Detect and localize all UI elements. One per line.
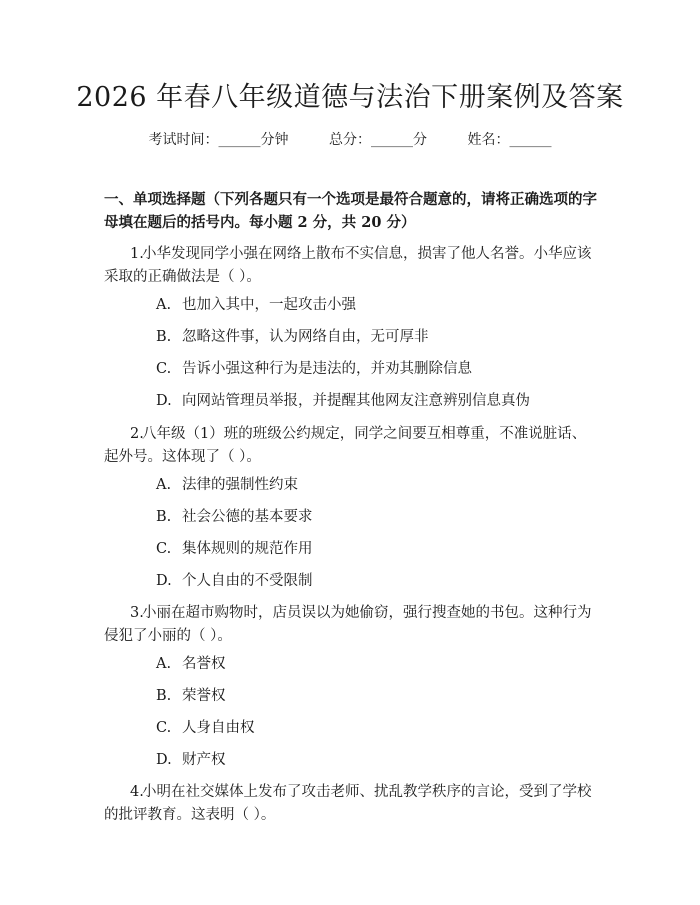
option-letter: C. <box>156 720 172 736</box>
option-3a <box>156 654 596 674</box>
exam-meta <box>0 130 700 150</box>
option-text: 也加入其中，一起攻击小强 <box>182 297 356 313</box>
student-name-field: 姓名：______ <box>467 132 552 148</box>
option-text: 集体规则的规范作用 <box>182 541 313 557</box>
question-4 <box>104 781 598 827</box>
option-text: 人身自由权 <box>182 720 255 736</box>
question-number: 2. <box>130 426 144 442</box>
option-letter: B. <box>156 329 172 345</box>
option-letter: B. <box>156 509 172 525</box>
option-text: 荣誉权 <box>182 688 226 704</box>
option-1d <box>156 391 596 411</box>
question-text: 小明在社交媒体上发布了攻击老师、扰乱教学秩序的言论，受到了学校的批评教育。这表明（ ）。 <box>104 784 592 823</box>
option-letter: D. <box>156 573 172 589</box>
section-heading: 一、单项选择题（下列各题只有一个选项是最符合题意的，请将正确选项的字母填在题后的括号内。每小题 2 分，共 20 分） <box>104 191 597 231</box>
option-text: 忽略这件事，认为网络自由，无可厚非 <box>182 329 429 345</box>
option-3c <box>156 718 596 738</box>
option-1a <box>156 295 596 315</box>
question-3 <box>104 602 598 648</box>
option-text: 社会公德的基本要求 <box>182 509 313 525</box>
question-text: 小华发现同学小强在网络上散布不实信息，损害了他人名誉。小华应该采取的正确做法是（ ）。 <box>104 246 592 285</box>
option-letter: D. <box>156 393 172 409</box>
total-score-field: 总分：______分 <box>329 132 427 148</box>
question-number: 4. <box>130 784 144 800</box>
option-2a <box>156 475 596 495</box>
option-3d <box>156 750 596 770</box>
option-text: 法律的强制性约束 <box>182 477 298 493</box>
option-text: 告诉小强这种行为是违法的，并劝其删除信息 <box>182 361 472 377</box>
option-letter: B. <box>156 688 172 704</box>
option-2b <box>156 507 596 527</box>
exam-time-field: 考试时间：______分钟 <box>148 132 289 148</box>
option-letter: D. <box>156 752 172 768</box>
question-1 <box>104 243 598 289</box>
document-title: 2026 年春八年级道德与法治下册案例及答案 <box>76 82 624 113</box>
option-text: 财产权 <box>182 752 226 768</box>
option-letter: A. <box>156 656 172 672</box>
option-text: 名誉权 <box>182 656 226 672</box>
question-number: 1. <box>130 246 144 262</box>
option-2d <box>156 571 596 591</box>
question-number: 3. <box>130 605 144 621</box>
option-1c <box>156 359 596 379</box>
question-text: 八年级（1）班的班级公约规定，同学之间要互相尊重，不准说脏话、起外号。这体现了（ ）。 <box>104 426 587 465</box>
option-2c <box>156 539 596 559</box>
option-letter: A. <box>156 477 172 493</box>
option-letter: C. <box>156 541 172 557</box>
option-letter: C. <box>156 361 172 377</box>
option-1b <box>156 327 596 347</box>
option-text: 向网站管理员举报，并提醒其他网友注意辨别信息真伪 <box>182 393 530 409</box>
question-2 <box>104 423 598 469</box>
question-text: 小丽在超市购物时，店员误以为她偷窃，强行搜查她的书包。这种行为侵犯了小丽的（ ）。 <box>104 605 592 644</box>
option-letter: A. <box>156 297 172 313</box>
option-text: 个人自由的不受限制 <box>182 573 313 589</box>
option-3b <box>156 686 596 706</box>
